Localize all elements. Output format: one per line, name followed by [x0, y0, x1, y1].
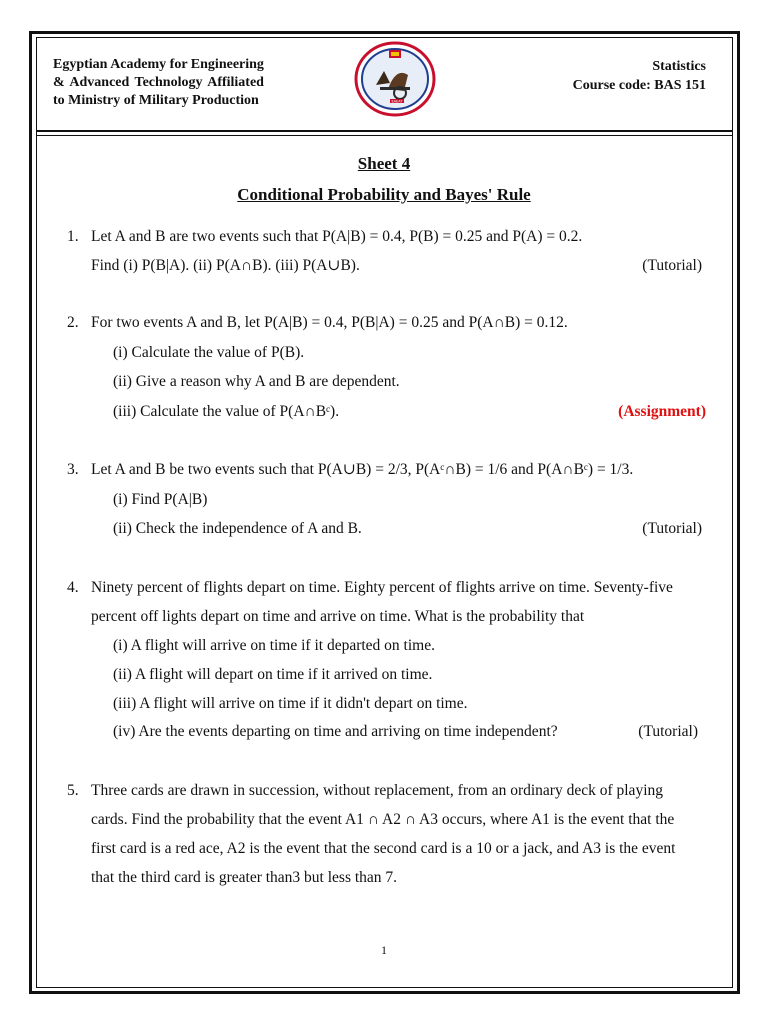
q5-number: 5. — [67, 782, 79, 799]
header-divider — [36, 130, 733, 132]
q4-part-i: (i) A flight will arrive on time if it departed on time. — [113, 637, 435, 654]
institution-name — [53, 56, 264, 110]
q1-tag: (Tutorial) — [642, 257, 702, 274]
page-number: 1 — [381, 943, 387, 957]
header-divider-thin — [36, 135, 733, 136]
q3-tag: (Tutorial) — [642, 520, 702, 537]
q3-line-1: Let A and B be two events such that P(A∪B) = 2/3, P(Aᶜ∩B) = 1/6 and P(A∩Bᶜ) = 1/3. — [91, 461, 634, 478]
q4-tag: (Tutorial) — [638, 723, 698, 740]
q4-part-ii: (ii) A flight will depart on time if it arrived on time. — [113, 666, 433, 683]
q5-line-4: that the third card is greater than3 but less than 7. — [91, 869, 398, 886]
q5-line-1: Three cards are drawn in succession, without replacement, from an ordinary deck of playing — [91, 782, 663, 799]
q2-number: 2. — [67, 314, 79, 331]
sheet-title: Sheet 4 — [357, 154, 411, 173]
q4-part-iv: (iv) Are the events departing on time and arriving on time independent? — [113, 723, 558, 740]
q3-number: 3. — [67, 461, 79, 478]
q5-line-2: cards. Find the probability that the event A1 ∩ A2 ∩ A3 occurs, where A1 is the event that the — [91, 811, 675, 828]
q2-part-ii: (ii) Give a reason why A and B are dependent. — [113, 373, 400, 390]
course-info — [573, 57, 706, 95]
q2-line-1: For two events A and B, let P(A|B) = 0.4, P(B|A) = 0.25 and P(A∩B) = 0.12. — [91, 314, 568, 331]
subject-name: Statistics — [652, 59, 706, 74]
q2-part-i: (i) Calculate the value of P(B). — [113, 344, 305, 361]
institution-line-3: to Ministry of Military Production — [53, 93, 259, 108]
q1-line-2: Find (i) P(B|A). (ii) P(A∩B). (iii) P(A∪B). — [91, 257, 360, 274]
q1-number: 1. — [67, 228, 79, 245]
course-code: Course code: BAS 151 — [572, 78, 706, 93]
academy-logo — [354, 41, 436, 117]
q2-part-iii: (iii) Calculate the value of P(A∩Bᶜ). — [113, 403, 340, 420]
institution-line-2: & Advanced Technology Affiliated — [53, 75, 264, 90]
sheet-subtitle: Conditional Probability and Bayes' Rule — [237, 185, 531, 204]
q1-line-1: Let A and B are two events such that P(A|B) = 0.4, P(B) = 0.25 and P(A) = 0.2. — [91, 228, 583, 245]
q2-tag-assignment: (Assignment) — [618, 403, 706, 420]
institution-line-1: Egyptian Academy for Engineering — [53, 57, 264, 72]
logo-text: EAEAT — [391, 99, 403, 104]
q4-line-2: percent off lights depart on time and arrive on time. What is the probability that — [91, 608, 585, 625]
q3-part-i: (i) Find P(A|B) — [113, 491, 208, 508]
q4-number: 4. — [67, 579, 79, 596]
q3-part-ii: (ii) Check the independence of A and B. — [113, 520, 362, 537]
q4-part-iii: (iii) A flight will arrive on time if it didn't depart on time. — [113, 695, 468, 712]
q4-line-1: Ninety percent of flights depart on time. Eighty percent of flights arrive on time. Seventy-five — [91, 579, 673, 596]
q5-line-3: first card is a red ace, A2 is the event that the second card is a 10 or a jack, and A3 is the event — [91, 840, 676, 857]
